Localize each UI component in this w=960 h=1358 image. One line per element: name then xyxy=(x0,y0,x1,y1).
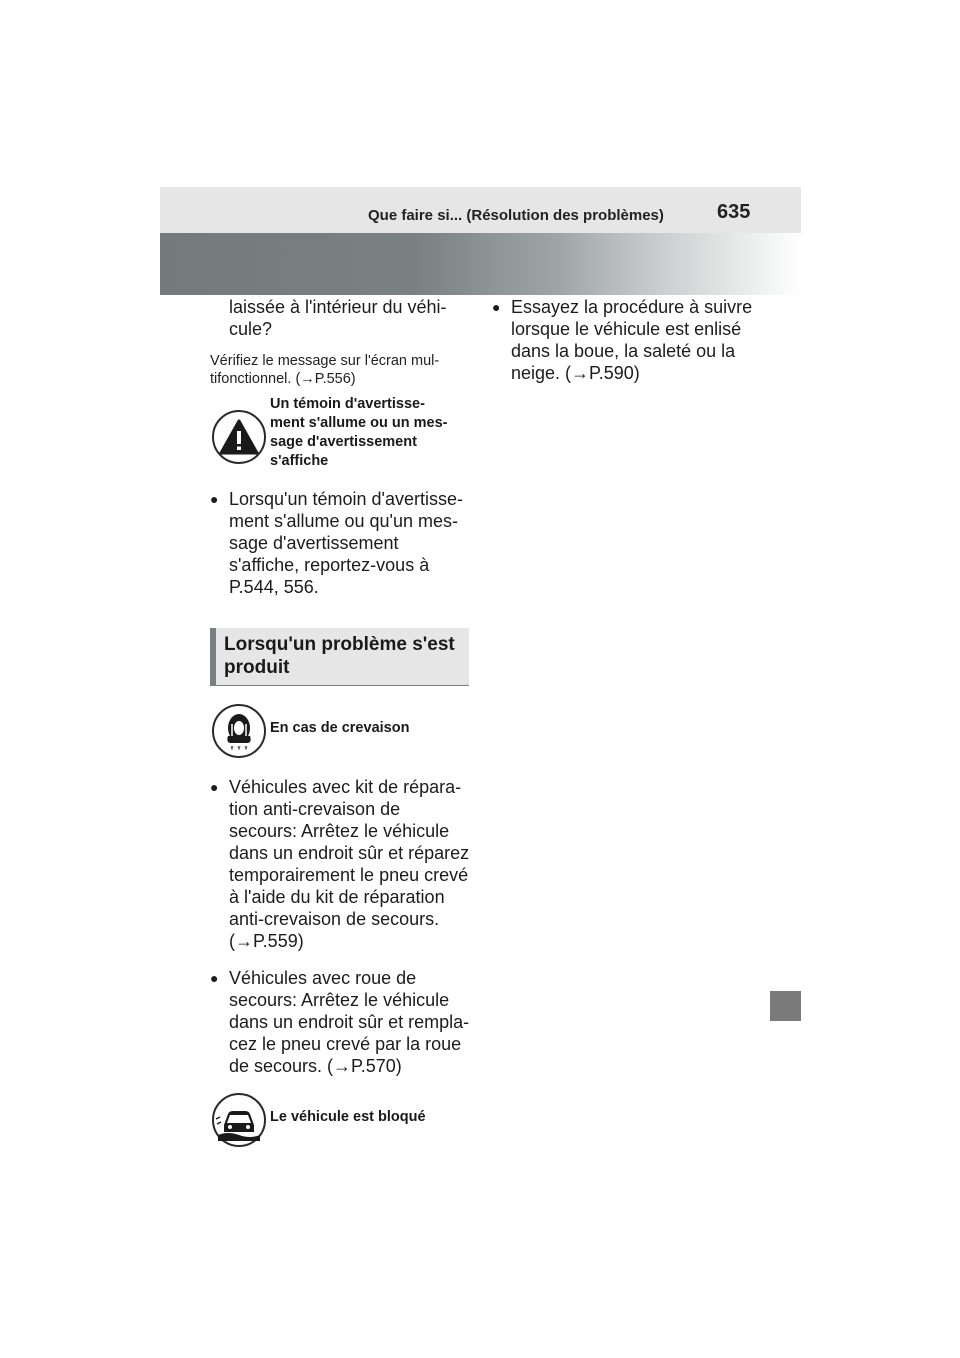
repair-kit-bullet xyxy=(210,776,470,952)
label-line: Un témoin d'avertisse- xyxy=(270,396,425,412)
warning-light-bullet xyxy=(210,488,470,598)
right-column xyxy=(492,296,762,384)
bullet-line: dans la boue, la saleté ou la xyxy=(511,341,736,361)
stuck-procedure-bullet xyxy=(492,296,762,384)
bullet-line: tion anti-crevaison de xyxy=(229,799,401,819)
bullet-line: neige. (→P.590) xyxy=(511,363,640,383)
heading-line: produit xyxy=(224,657,290,678)
check-message-text: Vérifiez le message sur l'écran mul-tifonctionnel. (→P.556) xyxy=(210,353,440,387)
stuck-vehicle-item xyxy=(210,1093,470,1153)
bullet-line: cez le pneu crevé par la roue xyxy=(229,1034,462,1054)
bullet-line: Véhicules avec roue de xyxy=(229,968,417,988)
stuck-car-icon xyxy=(212,1093,266,1147)
page-number: 635 xyxy=(717,201,751,223)
flat-tire-icon xyxy=(212,704,266,758)
section-heading xyxy=(210,628,469,686)
bullet-line: dans un endroit sûr et réparez xyxy=(229,843,470,863)
label-line: s'affiche xyxy=(270,453,329,469)
bullet-line: Lorsqu'un témoin d'avertisse- xyxy=(229,489,463,509)
heading-line: Lorsqu'un problème s'est xyxy=(224,634,455,655)
flat-tire-item xyxy=(210,704,470,776)
bullet-line: anti-crevaison de secours. xyxy=(229,909,440,929)
header-gradient-band xyxy=(160,233,801,295)
continuation-line: laissée à l'intérieur du véhi- xyxy=(229,297,447,317)
left-column xyxy=(210,296,470,1153)
bullet-icon: ● xyxy=(210,491,219,507)
spare-wheel-bullet xyxy=(210,967,470,1077)
bullet-icon: ● xyxy=(492,299,501,315)
label-line: sage d'avertissement xyxy=(270,434,417,450)
bullet-line: secours: Arrêtez le véhicule xyxy=(229,990,450,1010)
flat-tire-label: En cas de crevaison xyxy=(270,720,410,736)
stuck-vehicle-label: Le véhicule est bloqué xyxy=(270,1109,426,1125)
bullet-line: temporairement le pneu crevé xyxy=(229,865,469,885)
bullet-line: Véhicules avec kit de répara- xyxy=(229,777,462,797)
chapter-side-tab xyxy=(770,991,801,1021)
warning-triangle-icon xyxy=(212,410,266,464)
continuation-line: cule? xyxy=(229,319,273,339)
bullet-line: dans un endroit sûr et rempla- xyxy=(229,1012,470,1032)
bullet-icon: ● xyxy=(210,779,219,795)
continuation-text xyxy=(210,296,470,340)
bullet-line: s'affiche, reportez-vous à xyxy=(229,555,430,575)
bullet-line: (→P.559) xyxy=(229,931,304,951)
bullet-line: ment s'allume ou qu'un mes- xyxy=(229,511,458,531)
bullet-line: lorsque le véhicule est enlisé xyxy=(511,319,742,339)
chapter-title: Que faire si... (Résolution des problèmes) xyxy=(368,207,664,224)
bullet-icon: ● xyxy=(210,970,219,986)
warning-light-label xyxy=(270,395,447,471)
warning-light-item xyxy=(210,396,470,480)
section-heading-text xyxy=(224,633,464,679)
bullet-line: de secours. (→P.570) xyxy=(229,1056,402,1076)
bullet-line: P.544, 556. xyxy=(229,577,319,597)
label-line: ment s'allume ou un mes- xyxy=(270,415,448,431)
bullet-line: sage d'avertissement xyxy=(229,533,399,553)
bullet-line: secours: Arrêtez le véhicule xyxy=(229,821,450,841)
bullet-line: Essayez la procédure à suivre xyxy=(511,297,753,317)
bullet-line: à l'aide du kit de réparation xyxy=(229,887,445,907)
